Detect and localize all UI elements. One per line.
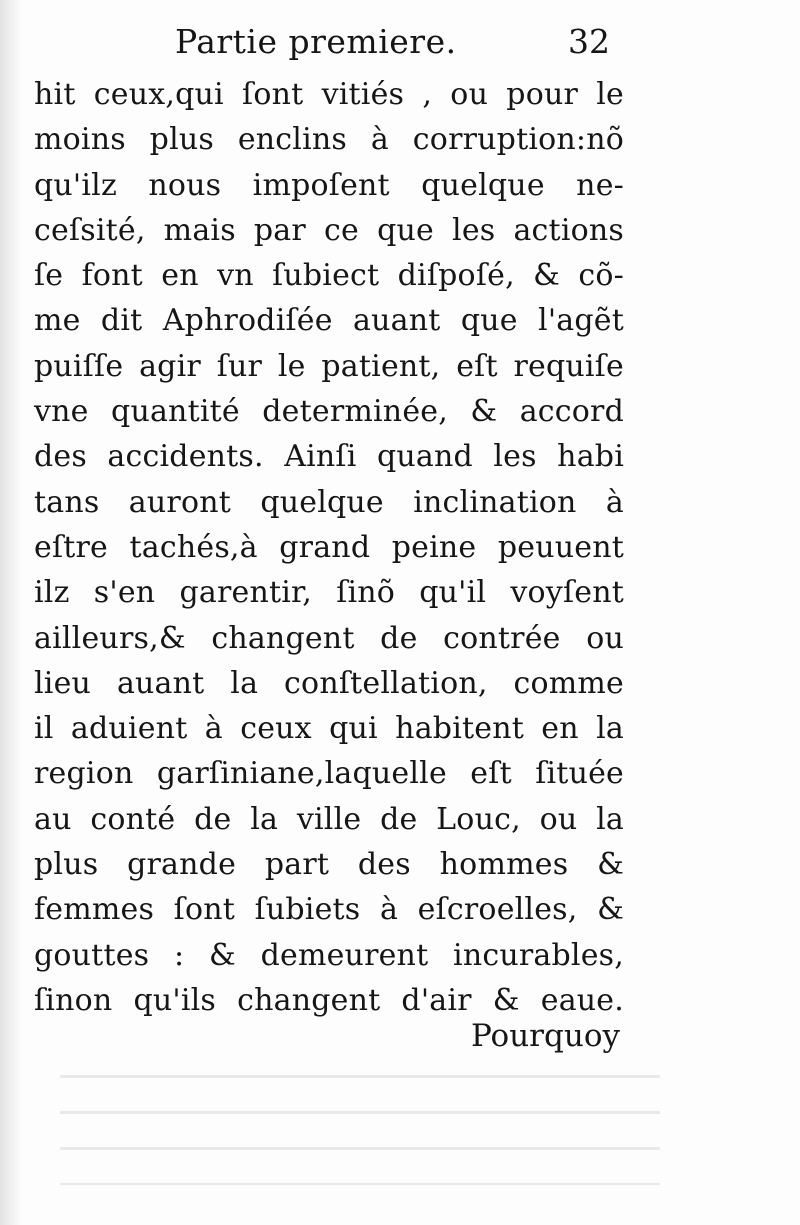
catchword: Pourquoy <box>470 1018 620 1054</box>
text-line: me dit Aphrodiſée auant que l'agẽt <box>34 303 624 339</box>
text-line: puiſſe agir ſur le patient, eſt requiſe <box>34 348 624 384</box>
text-line: des accidents. Ainſi quand les habi <box>34 439 624 475</box>
page-number: 32 <box>568 22 610 61</box>
running-head <box>0 18 800 68</box>
text-line: eſtre tachés,à grand peine peuuent <box>34 529 624 565</box>
text-line: ſinon qu'ils changent d'air & eaue. <box>34 982 624 1018</box>
body-text <box>34 72 624 1023</box>
show-through-bleed <box>60 1075 660 1185</box>
text-line: lieu auant la conſtellation, comme <box>34 665 624 701</box>
text-line: qu'ilz nous impoſent quelque ne- <box>34 167 624 203</box>
running-head-title: Partie premiere. <box>175 22 457 61</box>
text-line: ceſsité, mais par ce que les actions <box>34 212 624 248</box>
text-line: vne quantité determinée, & accord <box>34 394 624 430</box>
text-line: ſe font en vn ſubiect diſpoſé, & cõ- <box>34 258 624 294</box>
text-line: hit ceux,qui ſont vitiés , ou pour le <box>34 77 624 112</box>
text-line: moins plus enclins à corruption:nõ <box>34 122 624 158</box>
text-line: ailleurs,& changent de contrée ou <box>34 620 624 656</box>
text-line: region garſiniane,laquelle eſt ſituée <box>34 756 624 792</box>
text-line: ilz s'en garentir, ſinõ qu'il voyſent <box>34 575 624 611</box>
text-line: femmes ſont ſubiets à eſcroelles, & <box>34 892 624 928</box>
text-line: il aduient à ceux qui habitent en la <box>34 711 624 747</box>
page-edge-shadow <box>0 0 22 1225</box>
text-line: gouttes : & demeurent incurables, <box>34 937 624 973</box>
text-line: plus grande part des hommes & <box>34 847 624 883</box>
text-line: au conté de la ville de Louc, ou la <box>34 801 624 837</box>
text-line: tans auront quelque inclination à <box>34 484 624 520</box>
